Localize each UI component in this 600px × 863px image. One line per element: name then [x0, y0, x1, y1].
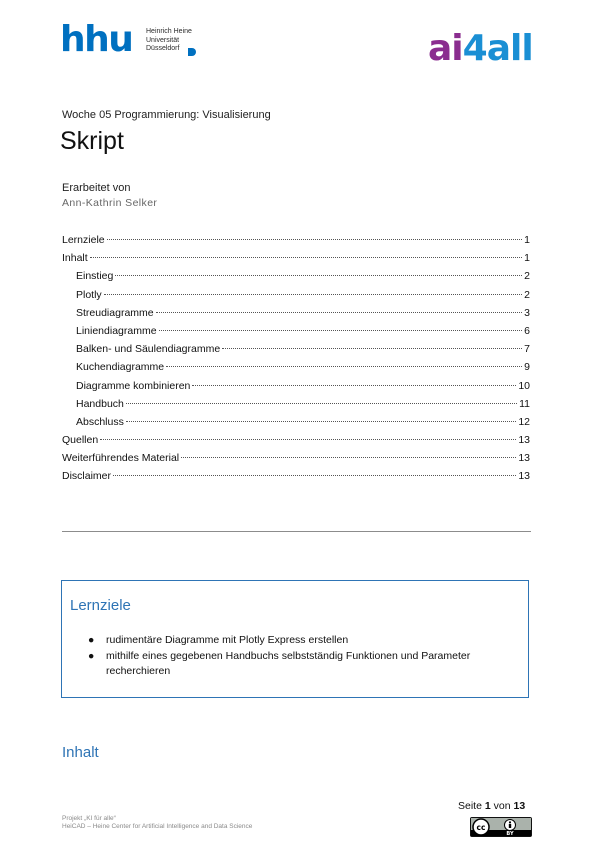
toc-entry-page: 2 — [524, 270, 530, 283]
ai4all-logo: ai4all — [428, 28, 533, 69]
toc-entry-page: 7 — [524, 343, 530, 356]
toc-entry[interactable] — [62, 398, 530, 416]
toc-entry-label: Plotly — [76, 288, 102, 301]
learning-goal-item: ● mithilfe eines gegebenen Handbuchs selbstständig Funktionen und Parameter recherchieren — [88, 650, 471, 677]
svg-text:cc: cc — [476, 822, 486, 832]
learning-goal-item: ● rudimentäre Diagramme mit Plotly Express erstellen — [88, 634, 349, 646]
toc-entry[interactable] — [62, 452, 530, 470]
section-heading-inhalt: Inhalt — [62, 744, 99, 761]
toc-entry-page: 12 — [518, 415, 530, 428]
toc-entry-label: Abschluss — [76, 415, 124, 428]
hhu-logo-text: Heinrich Heine Universität Düsseldorf — [146, 28, 192, 52]
toc-entry-label: Streudiagramme — [76, 306, 154, 319]
learning-goals-title: Lernziele — [70, 597, 131, 614]
toc-entry-page: 1 — [524, 234, 530, 246]
toc-entry[interactable] — [62, 434, 530, 452]
toc-entry[interactable] — [62, 289, 530, 307]
cc-by-license-badge — [470, 817, 532, 837]
toc-entry[interactable] — [62, 234, 530, 252]
document-title: Skript — [60, 127, 124, 155]
toc-leader-dots — [90, 257, 522, 258]
toc-entry[interactable] — [62, 470, 530, 488]
toc-leader-dots — [192, 385, 516, 386]
toc-entry-label: Diagramme kombinieren — [76, 379, 191, 392]
toc-leader-dots — [156, 312, 523, 313]
page-number: Seite 1 von 13 — [458, 800, 526, 812]
toc-leader-dots — [126, 421, 516, 422]
toc-entry[interactable] — [62, 325, 530, 343]
toc-entry-label: Balken- und Säulendiagramme — [76, 343, 221, 356]
author-name: Ann-Kathrin Selker — [62, 197, 158, 209]
toc-entry[interactable] — [62, 270, 530, 288]
toc-entry-label: Weiterführendes Material — [62, 452, 180, 465]
learning-goals-list — [88, 633, 508, 680]
toc-leader-dots — [100, 439, 516, 440]
toc-entry-page: 11 — [519, 397, 530, 410]
toc-entry-page: 13 — [518, 452, 530, 465]
toc-entry[interactable] — [62, 380, 530, 398]
toc-entry[interactable] — [62, 307, 530, 325]
divider — [62, 531, 531, 532]
learning-goals-box — [61, 580, 529, 698]
bullet-icon: ● — [88, 634, 95, 646]
toc-entry-label: Liniendiagramme — [76, 324, 157, 337]
toc-entry-page: 10 — [518, 379, 530, 392]
hhu-logo-mark: hhu — [60, 19, 133, 60]
cc-license-icon — [470, 817, 532, 837]
toc-leader-dots — [104, 294, 522, 295]
toc-entry-label: Handbuch — [76, 397, 124, 410]
toc-entry[interactable] — [62, 361, 530, 379]
table-of-contents — [62, 234, 530, 489]
toc-entry[interactable] — [62, 343, 530, 361]
toc-entry-label: Disclaimer — [62, 470, 112, 483]
footer-project: Projekt „KI für alle“ HeiCAD – Heine Center for Artificial Intelligence and Data Science — [62, 815, 253, 830]
bullet-icon: ● — [88, 650, 95, 662]
toc-entry-label: Lernziele — [62, 234, 105, 246]
toc-entry[interactable] — [62, 252, 530, 270]
toc-entry-page: 1 — [524, 252, 530, 265]
toc-leader-dots — [107, 239, 523, 240]
toc-leader-dots — [159, 330, 523, 331]
toc-entry-page: 13 — [518, 470, 530, 483]
hhu-logo-shape — [188, 48, 196, 56]
toc-entry-label: Einstieg — [76, 270, 114, 283]
svg-text:BY: BY — [506, 831, 514, 837]
toc-entry-label: Quellen — [62, 434, 99, 447]
toc-entry-page: 9 — [524, 361, 530, 374]
toc-leader-dots — [166, 366, 522, 367]
author-label: Erarbeitet von — [62, 182, 131, 194]
toc-entry-page: 3 — [524, 306, 530, 319]
hhu-logo — [60, 19, 210, 62]
toc-leader-dots — [181, 457, 516, 458]
toc-leader-dots — [222, 348, 522, 349]
toc-entry[interactable] — [62, 416, 530, 434]
course-title: Woche 05 Programmierung: Visualisierung — [62, 109, 271, 121]
toc-entry-page: 6 — [524, 324, 530, 337]
toc-entry-label: Inhalt — [62, 252, 88, 265]
toc-entry-page: 13 — [518, 434, 530, 447]
toc-entry-page: 2 — [524, 288, 530, 301]
toc-leader-dots — [115, 275, 522, 276]
toc-leader-dots — [126, 403, 517, 404]
toc-leader-dots — [113, 475, 516, 476]
toc-entry-label: Kuchendiagramme — [76, 361, 165, 374]
